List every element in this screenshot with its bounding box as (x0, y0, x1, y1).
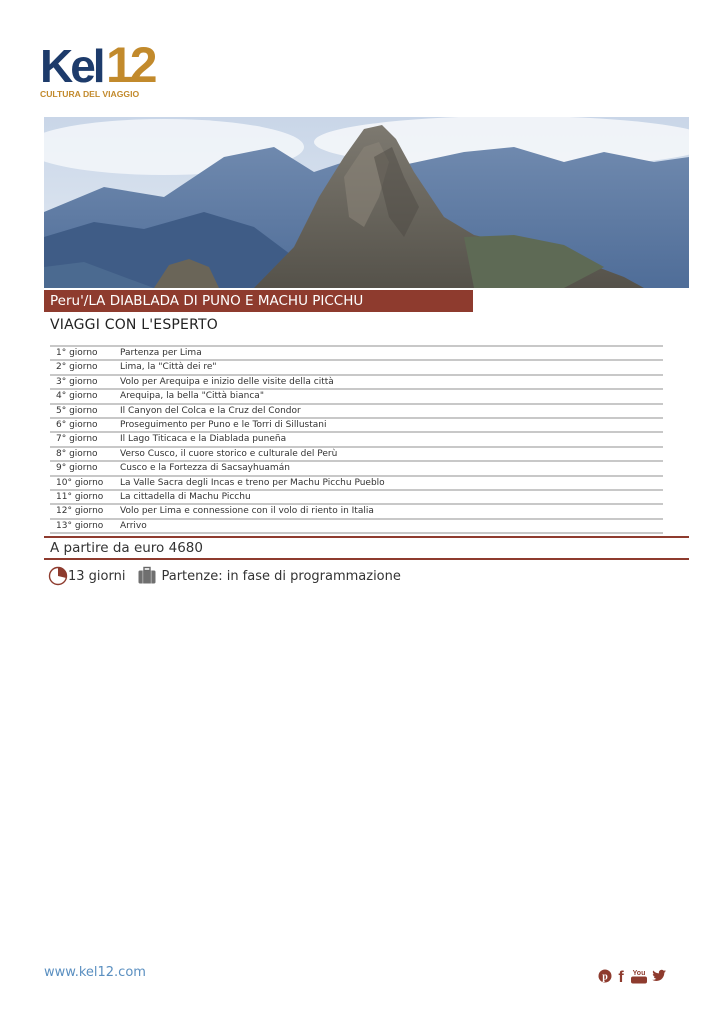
itinerary-row (50, 460, 663, 474)
itinerary-desc: Il Canyon del Colca e la Cruz del Condor (120, 405, 301, 416)
itinerary-day: 12° giorno (56, 506, 104, 517)
itinerary-desc: La Valle Sacra degli Incas e treno per Machu Picchu Pueblo (120, 477, 385, 488)
itinerary-desc: Partenza per Lima (120, 348, 202, 358)
itinerary-desc: Arequipa, la bella "Città bianca" (120, 391, 264, 402)
itinerary-row (50, 417, 663, 431)
itinerary-desc: La cittadella di Machu Picchu (120, 491, 251, 502)
website-link[interactable]: www.kel12.com (44, 965, 146, 980)
itinerary-row (50, 403, 663, 417)
svg-text:p: p (602, 971, 608, 983)
itinerary-row (50, 388, 663, 402)
itinerary-row (50, 345, 663, 359)
itinerary-desc: Cusco e la Fortezza di Sacsayhuamán (120, 463, 290, 474)
twitter-icon[interactable] (651, 969, 667, 983)
trip-info (48, 564, 401, 588)
itinerary-desc: Lima, la "Città dei re" (120, 362, 217, 373)
itinerary-day: 10° giorno (56, 477, 104, 488)
itinerary-row (50, 374, 663, 388)
itinerary-day: 3° giorno (56, 376, 98, 387)
pinterest-icon[interactable] (598, 969, 612, 983)
price-bar (44, 536, 689, 560)
itinerary-day: 2° giorno (56, 362, 98, 373)
itinerary-day: 6° giorno (56, 419, 98, 430)
itinerary-day: 13° giorno (56, 520, 104, 531)
itinerary-row (50, 431, 663, 445)
svg-text:f: f (618, 969, 624, 984)
itinerary-day: 9° giorno (56, 463, 98, 474)
itinerary-row (50, 489, 663, 503)
itinerary-desc: Volo per Lima e connessione con il volo di riento in Italia (120, 506, 374, 517)
hero-image (44, 117, 689, 288)
itinerary-desc: Volo per Arequipa e inizio delle visite della città (120, 376, 334, 387)
kel12-logo[interactable] (40, 38, 160, 102)
logo-number-text: 12 (106, 38, 154, 93)
itinerary-day: 7° giorno (56, 434, 98, 445)
social-links (598, 968, 670, 984)
mountain-photo (44, 117, 689, 288)
itinerary-desc: Il Lago Titicaca e la Diablada puneña (120, 434, 287, 445)
itinerary-row (50, 446, 663, 460)
itinerary-desc: Proseguimento per Puno e le Torri di Sillustani (120, 419, 327, 430)
itinerary-row (50, 518, 663, 534)
itinerary-day: 1° giorno (56, 348, 98, 358)
itinerary-day: 11° giorno (56, 491, 104, 502)
itinerary-day: 4° giorno (56, 391, 98, 402)
itinerary-table (50, 345, 663, 534)
itinerary-row (50, 359, 663, 373)
youtube-icon[interactable] (630, 968, 648, 984)
trip-category: VIAGGI CON L'ESPERTO (50, 317, 218, 333)
itinerary-day: 5° giorno (56, 405, 98, 416)
itinerary-row (50, 503, 663, 517)
price-label: A partire da euro 4680 (50, 540, 203, 556)
itinerary-day: 8° giorno (56, 448, 98, 459)
clock-icon (48, 566, 68, 586)
logo-tagline: CULTURA DEL VIAGGIO (40, 89, 140, 99)
itinerary-desc: Arrivo (120, 520, 147, 531)
trip-title: Peru'/LA DIABLADA DI PUNO E MACHU PICCHU (44, 290, 473, 312)
logo-main-text: Kel (40, 40, 103, 92)
facebook-icon[interactable] (615, 968, 627, 984)
departures-text: Partenze: in fase di programmazione (161, 568, 401, 584)
youtube-label: You (632, 970, 646, 977)
suitcase-icon (137, 566, 157, 586)
duration-text: 13 giorni (68, 568, 126, 584)
itinerary-row (50, 475, 663, 489)
itinerary-desc: Verso Cusco, il cuore storico e culturale del Perù (120, 448, 338, 459)
